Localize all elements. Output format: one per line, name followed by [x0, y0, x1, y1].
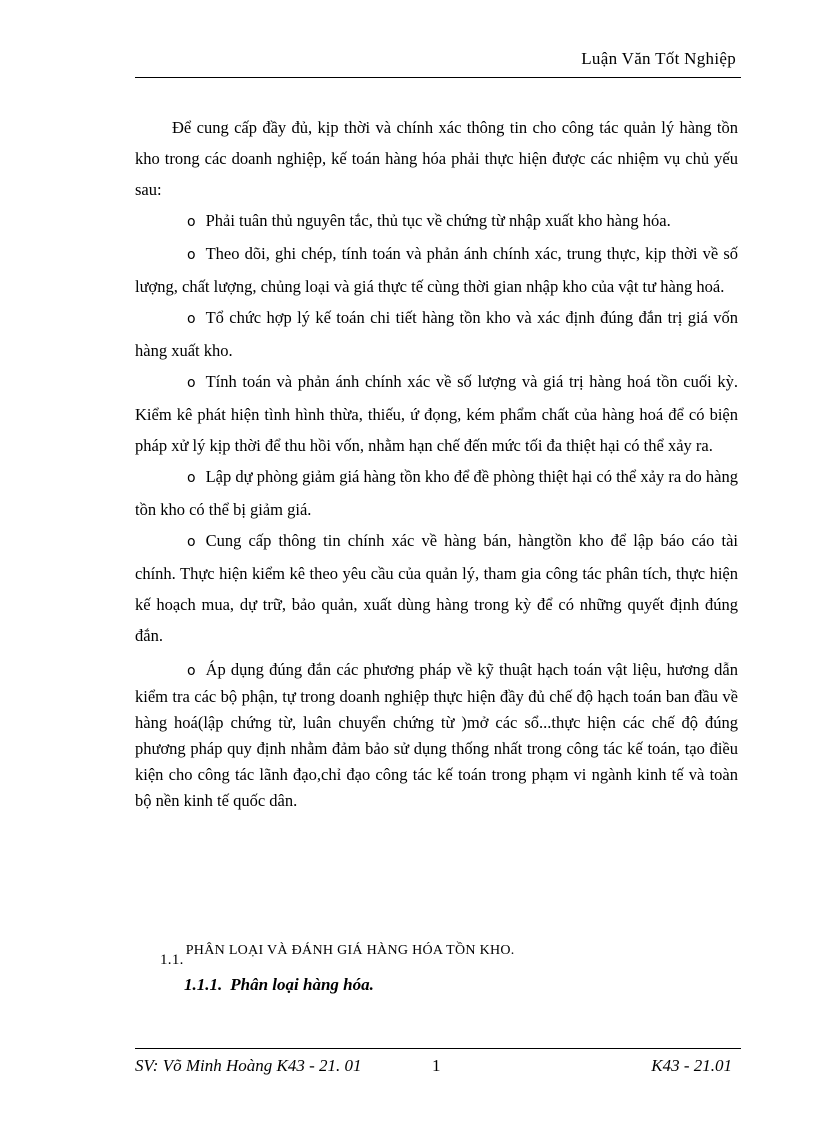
bullet-text: Áp dụng đúng đắn các phương pháp về kỹ thuật hạch toán vật liệu, hương dẫn kiểm tra các bộ phận, tự trong doanh nghiệp thực hiện đầy đủ chế độ hạch toán ban đầu về hàng hoá(lập chứng từ, luân chuyển chứng từ )mở các sổ...thực hiện các chế độ đúng phương pháp quy định nhằm đảm bảo sử dụng thống nhất trong công tác kế toán, tạo điều kiện cho công tác lãnh đạo,chỉ đạo công tác kế toán trong phạm vi ngành kinh tế và toàn bộ nền kinh tế quốc dân.	[135, 660, 738, 810]
bullet-icon: o	[187, 311, 196, 327]
bullet-icon: o	[187, 375, 196, 391]
bullet-icon: o	[187, 247, 196, 263]
bullet-item	[135, 302, 738, 366]
bullet-text: Tổ chức hợp lý kế toán chi tiết hàng tồn kho và xác định đúng đắn trị giá vốn hàng xuất kho.	[135, 308, 738, 360]
footer-author: SV: Võ Minh Hoàng K43 - 21. 01	[135, 1056, 362, 1075]
section-number: 1.1.	[160, 952, 184, 968]
bullet-item	[135, 238, 738, 302]
bullet-text: Tính toán và phản ánh chính xác về số lượng và giá trị hàng hoá tồn cuối kỳ. Kiểm kê phát hiện tình hình thừa, thiếu, ứ đọng, kém phẩm chất của hàng hoá để có biện pháp xử lý kịp thời để thu hồi vốn, nhằm hạn chế đến mức tối đa thiệt hại có thể xảy ra.	[135, 372, 738, 455]
subsection-title: Phân loại hàng hóa.	[230, 975, 374, 994]
bullet-item	[135, 657, 738, 814]
header-divider	[135, 77, 741, 78]
intro-paragraph: Để cung cấp đầy đủ, kịp thời và chính xác thông tin cho công tác quản lý hàng tồn kho trong các doanh nghiệp, kế toán hàng hóa phải thực hiện được các nhiệm vụ chủ yếu sau:	[135, 118, 738, 199]
bullet-text: Theo dõi, ghi chép, tính toán và phản ánh chính xác, trung thực, kịp thời về số lượng, chất lượng, chủng loại và giá thực tế cùng thời gian nhập kho của vật tư hàng hoá.	[135, 244, 738, 296]
bullet-item	[135, 461, 738, 525]
header-title: Luận Văn Tốt Nghiệp	[581, 49, 736, 68]
bullet-icon: o	[187, 214, 196, 230]
bullet-text: Cung cấp thông tin chính xác về hàng bán, hàngtồn kho để lập báo cáo tài chính. Thực hiện kiểm kê theo yêu cầu của quản lý, tham gia công tác phân tích, thực hiện kế hoạch mua, dự trữ, bảo quản, xuất dùng hàng trong kỳ để có những quyết định đúng đắn.	[135, 531, 738, 645]
subsection-heading	[184, 975, 374, 995]
section-heading	[160, 942, 515, 968]
bullet-text: Phải tuân thủ nguyên tắc, thủ tục về chứng từ nhập xuất kho hàng hóa.	[205, 211, 671, 230]
bullet-icon: o	[187, 470, 196, 486]
bullet-item	[135, 366, 738, 461]
page-number: 1	[432, 1056, 441, 1075]
section-title: PHÂN LOẠI VÀ ĐÁNH GIÁ HÀNG HÓA TỒN KHO.	[185, 943, 515, 958]
subsection-number: 1.1.1.	[184, 975, 223, 994]
bullet-text: Lập dự phòng giảm giá hàng tồn kho để đề phòng thiệt hại có thể xảy ra do hàng tồn kho có thể bị giảm giá.	[135, 467, 738, 519]
bullet-icon: o	[187, 663, 196, 679]
bullet-item	[135, 205, 738, 238]
footer-class-code: K43 - 21.01	[651, 1056, 732, 1075]
bullet-item	[135, 525, 738, 651]
bullet-icon: o	[187, 534, 196, 550]
document-body	[135, 112, 738, 814]
footer-divider	[135, 1048, 741, 1049]
